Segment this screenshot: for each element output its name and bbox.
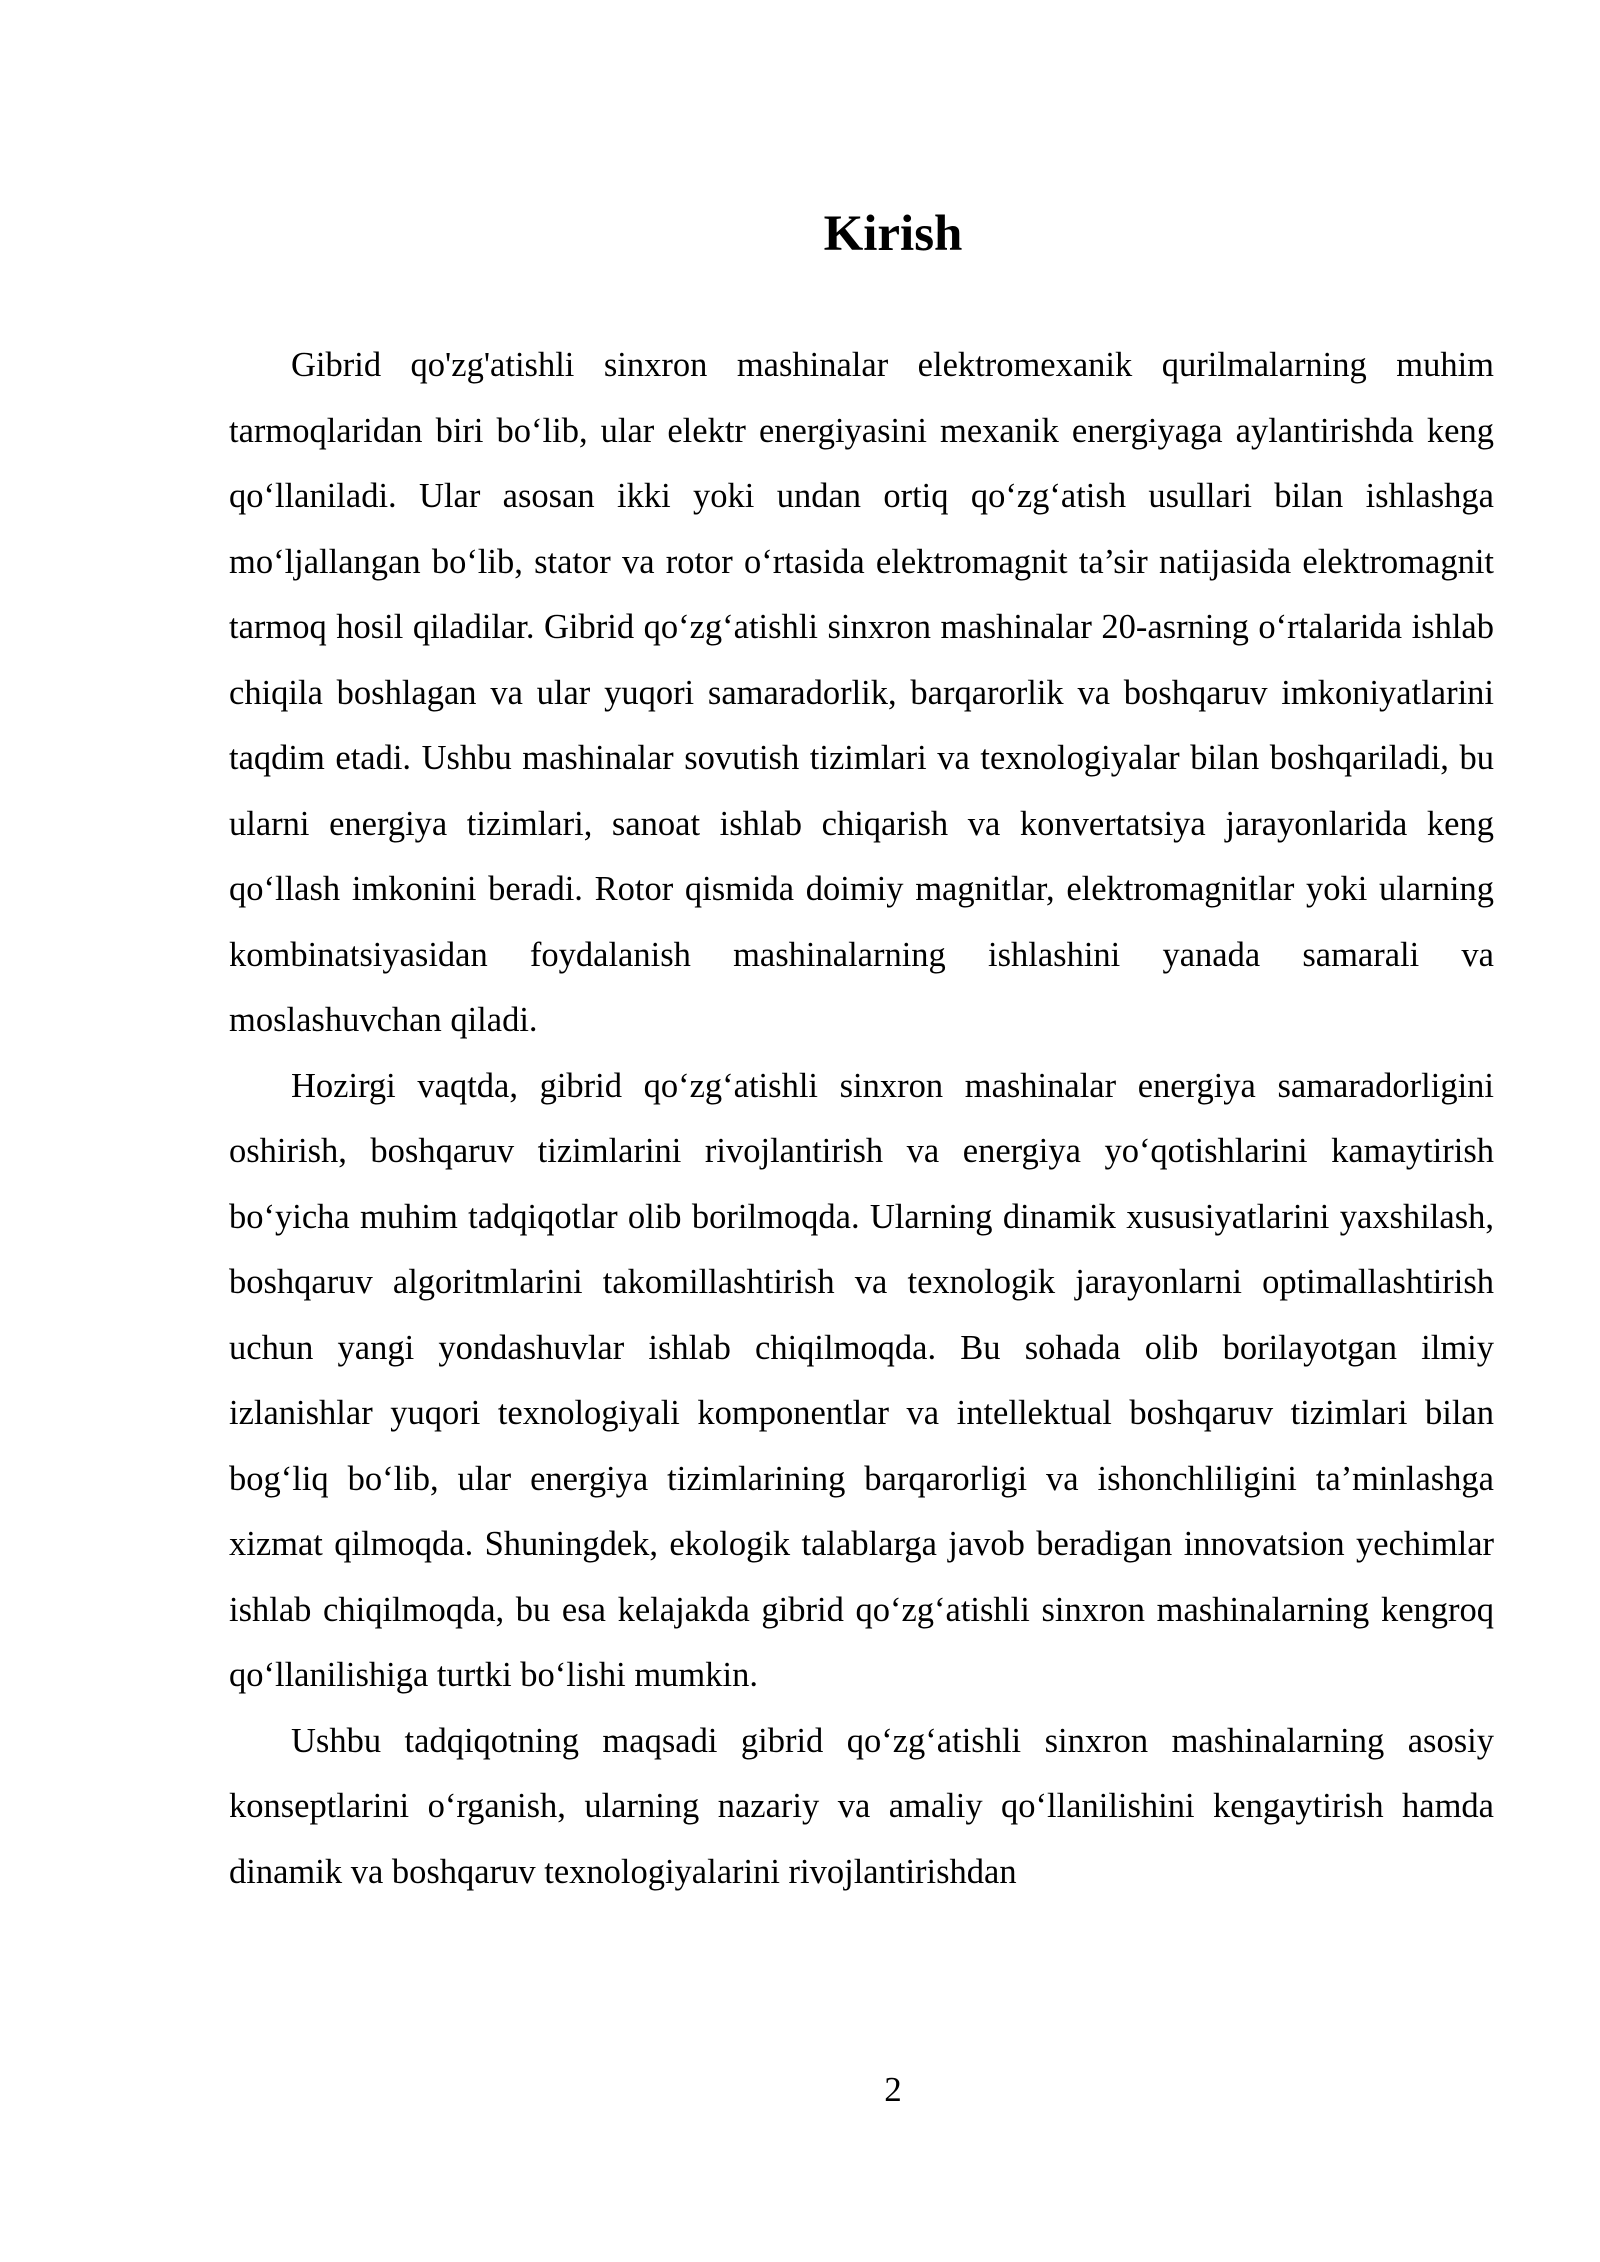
paragraph-1: Gibrid qo'zg'atishli sinxron mashinalar elektromexanik qurilmalarning muhim tarmoqlaridan biri bo‘lib, ular elektr energiyasini mexanik energiyaga aylantirishda keng qo‘llaniladi. Ular asosan ikki yoki undan ortiq qo‘zg‘atish usullari bilan ishlashga mo‘ljallangan bo‘lib, stator va rotor o‘rtasida elektromagnit ta’sir natijasida elektromagnit tarmoq hosil qiladilar. Gibrid qo‘zg‘atishli sinxron mashinalar 20-asrning o‘rtalarida ishlab chiqila boshlagan va ular yuqori samaradorlik, barqarorlik va boshqaruv imkoniyatlarini taqdim etadi. Ushbu mashinalar sovutish tizimlari va texnologiyalar bilan boshqariladi, bu ularni energiya tizimlari, sanoat ishlab chiqarish va konvertatsiya jarayonlarida keng qo‘llash imkonini beradi. Rotor qismida doimiy magnitlar, elektromagnitlar yoki ularning kombinatsiyasidan foydalanish mashinalarning ishlashini yanada samarali va moslashuvchan qiladi. xyxy=(229,346,1494,1039)
body-text xyxy=(229,333,1494,1905)
paragraph-2: Hozirgi vaqtda, gibrid qo‘zg‘atishli sinxron mashinalar energiya samaradorligini oshirish, boshqaruv tizimlarini rivojlantirish va energiya yo‘qotishlarini kamaytirish bo‘yicha muhim tadqiqotlar olib borilmoqda. Ularning dinamik xususiyatlarini yaxshilash, boshqaruv algoritmlarini takomillashtirish va texnologik jarayonlarni optimallashtirish uchun yangi yondashuvlar ishlab chiqilmoqda. Bu sohada olib borilayotgan ilmiy izlanishlar yuqori texnologiyali komponentlar va intellektual boshqaruv tizimlari bilan bog‘liq bo‘lib, ular energiya tizimlarining barqarorligi va ishonchliligini ta’minlashga xizmat qilmoqda. Shuningdek, ekologik talablarga javob beradigan innovatsion yechimlar ishlab chiqilmoqda, bu esa kelajakda gibrid qo‘zg‘atishli sinxron mashinalarning kengroq qo‘llanilishiga turtki bo‘lishi mumkin. xyxy=(229,1066,1494,1694)
page-title: Kirish xyxy=(823,206,963,262)
paragraph-3: Ushbu tadqiqotning maqsadi gibrid qo‘zg‘atishli sinxron mashinalarning asosiy konseptlarini o‘rganish, ularning nazariy va amaliy qo‘llanilishini kengaytirish hamda dinamik va boshqaruv texnologiyalarini rivojlantirishdan xyxy=(229,1721,1494,1891)
page-number: 2 xyxy=(884,2070,902,2109)
